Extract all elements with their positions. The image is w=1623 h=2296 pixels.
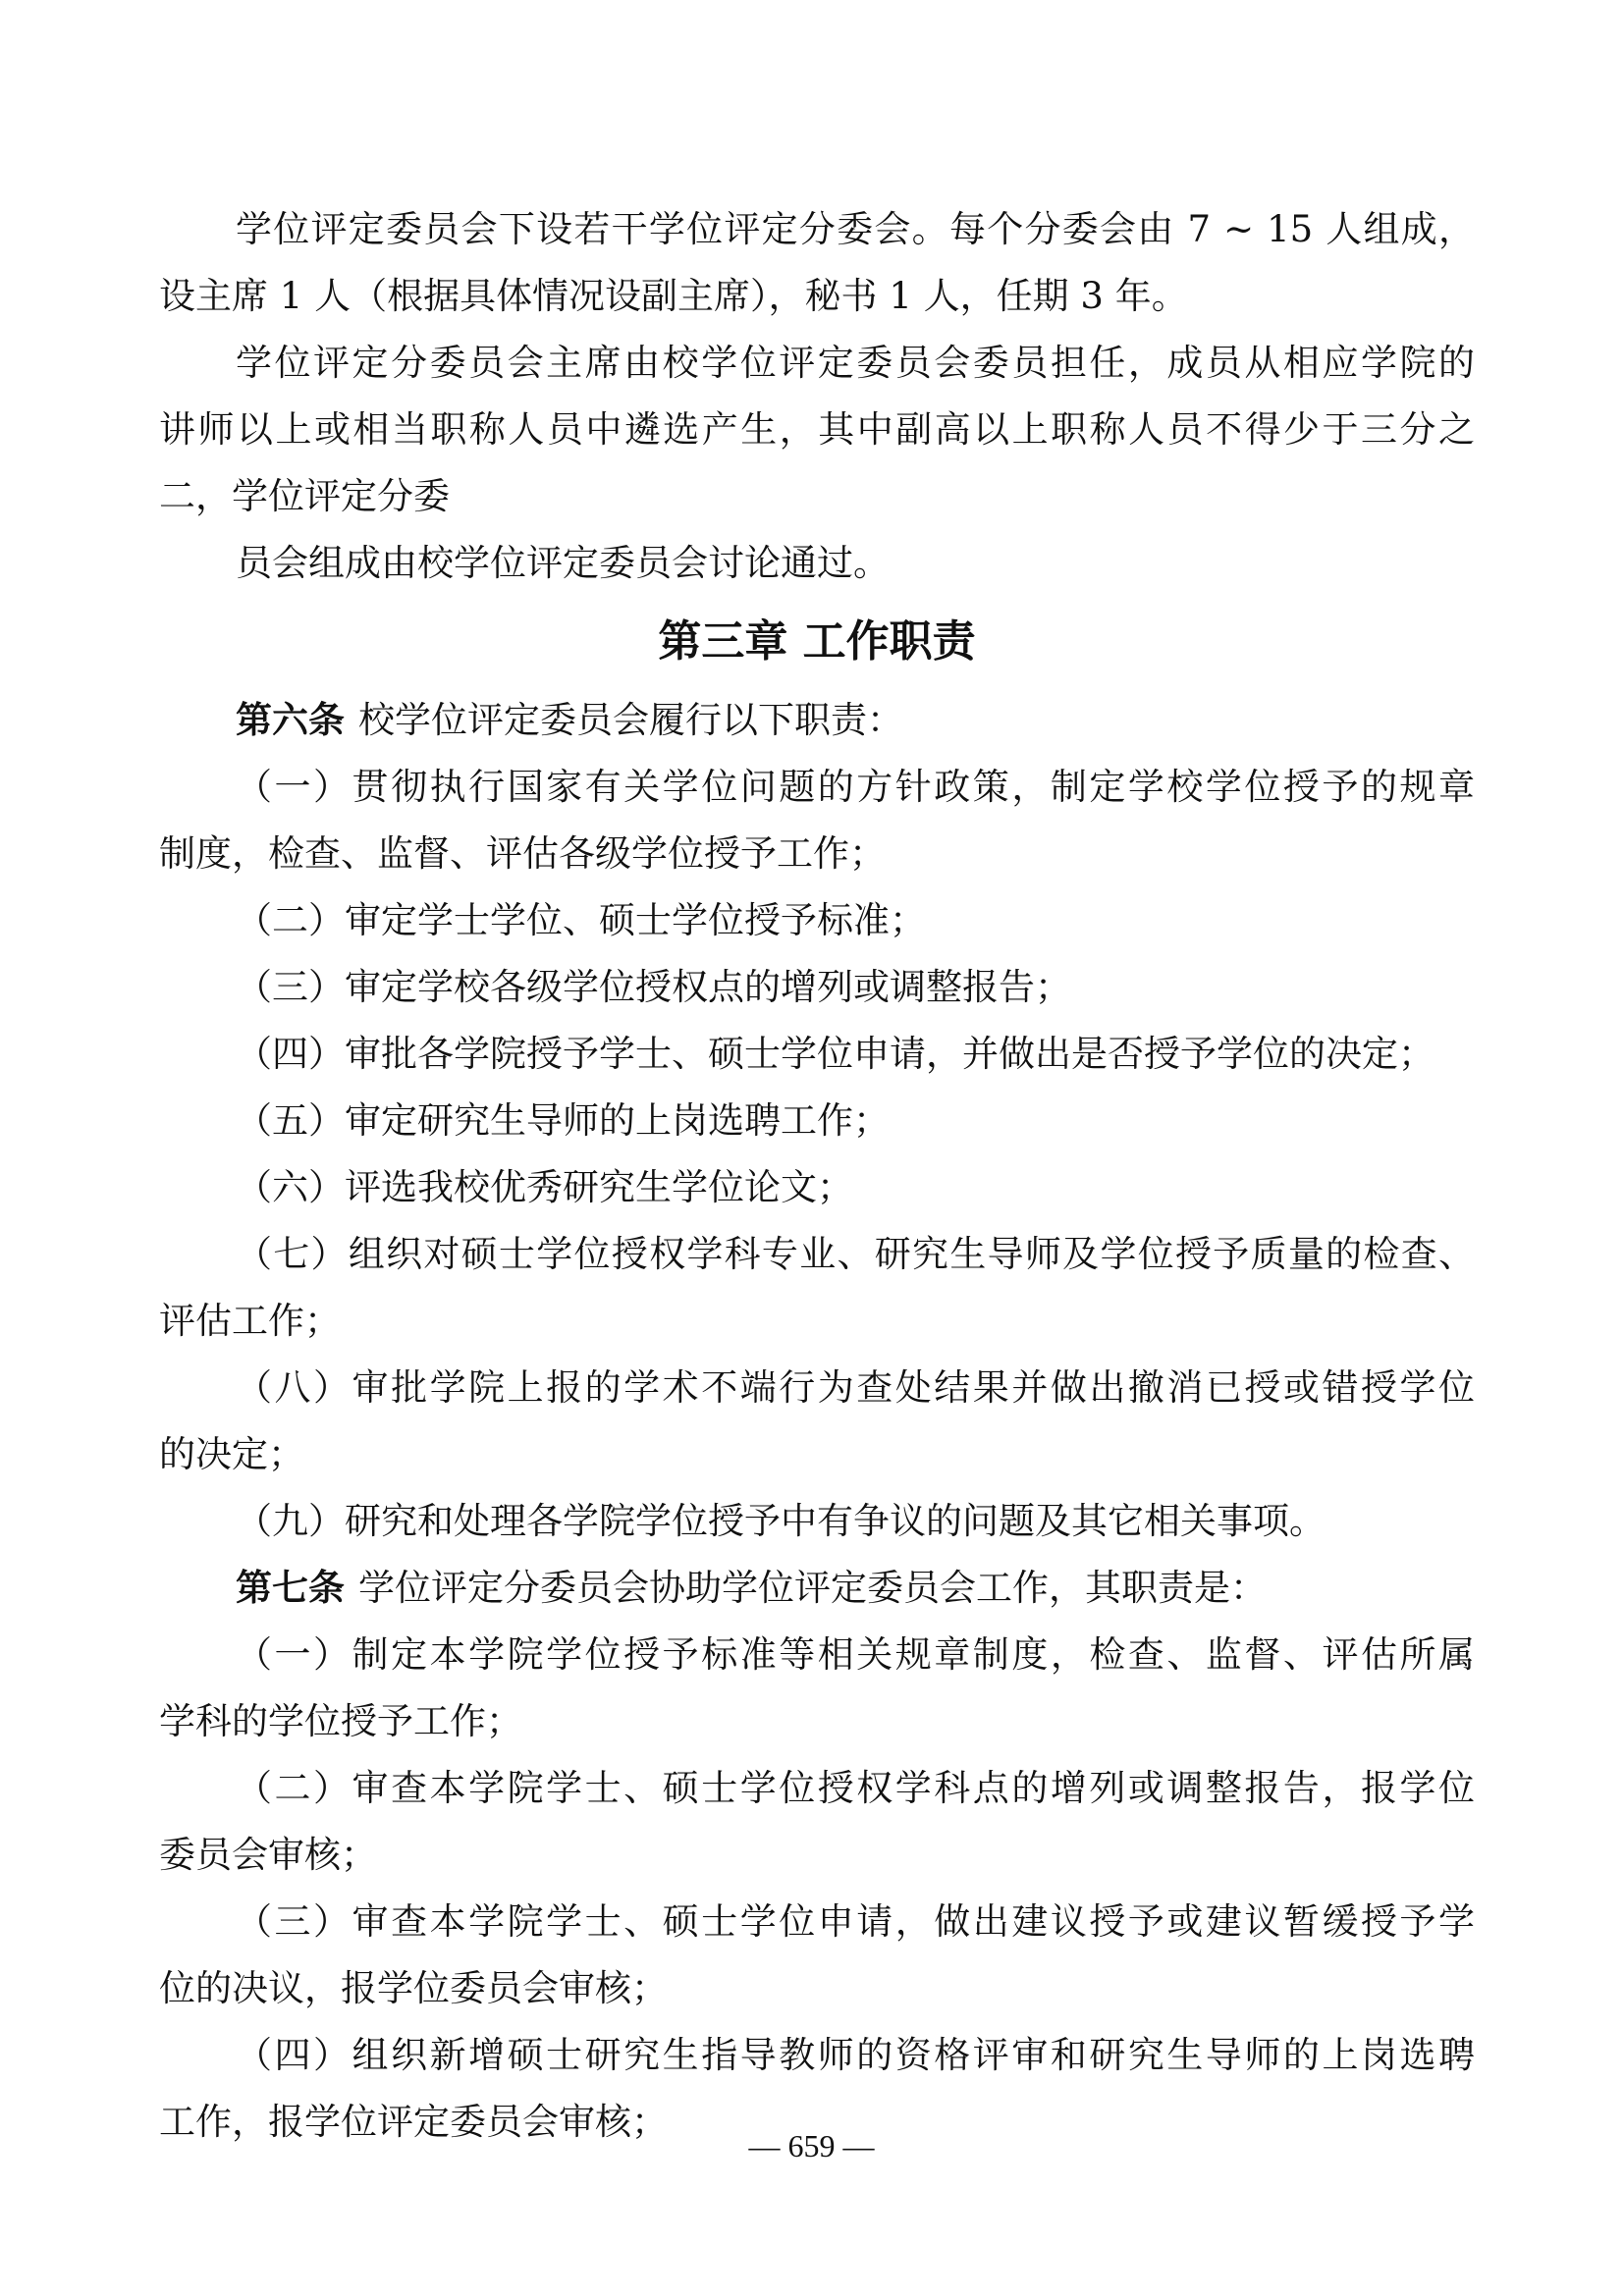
article-line: 学科的学位授予工作； [159, 1700, 522, 1742]
article-line: 制度，检查、监督、评估各级学位授予工作； [159, 832, 886, 875]
article-intro: 学位评定分委员会协助学位评定委员会工作，其职责是： [358, 1567, 1267, 1609]
article-label: 第六条 [236, 699, 345, 741]
article-line: 位的决议，报学位委员会审核； [159, 1967, 668, 2009]
article-line: （四）组织新增硕士研究生指导教师的资格评审和研究生导师的上岗选聘 [236, 2034, 1475, 2076]
article-line: 的决定； [159, 1433, 304, 1475]
article-line: 工作，报学位评定委员会审核； [159, 2101, 668, 2143]
article-line: （四）审批各学院授予学士、硕士学位申请，并做出是否授予学位的决定； [236, 1033, 1434, 1075]
article-line: （九）研究和处理各学院学位授予中有争议的问题及其它相关事项。 [236, 1500, 1325, 1542]
article-line: （五）审定研究生导师的上岗选聘工作； [236, 1099, 890, 1142]
article-6-heading [159, 687, 1475, 754]
paragraph-line: 讲师以上或相当职称人员中遴选产生，其中副高以上职称人员不得少于三分之 [159, 408, 1475, 451]
article-line: （一）贯彻执行国家有关学位问题的方针政策，制定学校学位授予的规章 [236, 766, 1475, 808]
article-line: 评估工作； [159, 1300, 341, 1342]
article-line: （一）制定本学院学位授予标准等相关规章制度，检查、监督、评估所属 [236, 1633, 1475, 1676]
paragraph-line: 设主席 1 人（根据具体情况设副主席），秘书 1 人，任期 3 年。 [159, 275, 1188, 317]
chapter-title: 第三章 工作职责 [658, 616, 976, 667]
paragraph-line: 二，学位评定分委 [159, 475, 450, 517]
article-line: （三）审定学校各级学位授权点的增列或调整报告； [236, 966, 1071, 1008]
article-line: 委员会审核； [159, 1834, 377, 1876]
paragraph-line: 学位评定分委员会主席由校学位评定委员会委员担任，成员从相应学院的 [236, 342, 1475, 384]
article-line: （二）审查本学院学士、硕士学位授权学科点的增列或调整报告，报学位 [236, 1767, 1475, 1809]
article-line: （七）组织对硕士学位授权学科专业、研究生导师及学位授予质量的检查、 [236, 1233, 1475, 1275]
article-line: （三）审查本学院学士、硕士学位申请，做出建议授予或建议暂缓授予学 [236, 1900, 1475, 1943]
page-number: — 659 — [748, 2128, 875, 2163]
article-line: （八）审批学院上报的学术不端行为查处结果并做出撤消已授或错授学位 [236, 1366, 1475, 1409]
paragraph-line: 员会组成由校学位评定委员会讨论通过。 [236, 542, 890, 584]
paragraph-line: 学位评定委员会下设若干学位评定分委会。每个分委会由 7 ~ 15 人组成， [236, 208, 1475, 250]
article-intro: 校学位评定委员会履行以下职责： [358, 699, 903, 741]
article-line: （二）审定学士学位、硕士学位授予标准； [236, 899, 926, 941]
article-label: 第七条 [236, 1567, 345, 1609]
article-7-heading [159, 1555, 1475, 1622]
article-line: （六）评选我校优秀研究生学位论文； [236, 1166, 853, 1208]
page-body [159, 196, 1475, 2156]
